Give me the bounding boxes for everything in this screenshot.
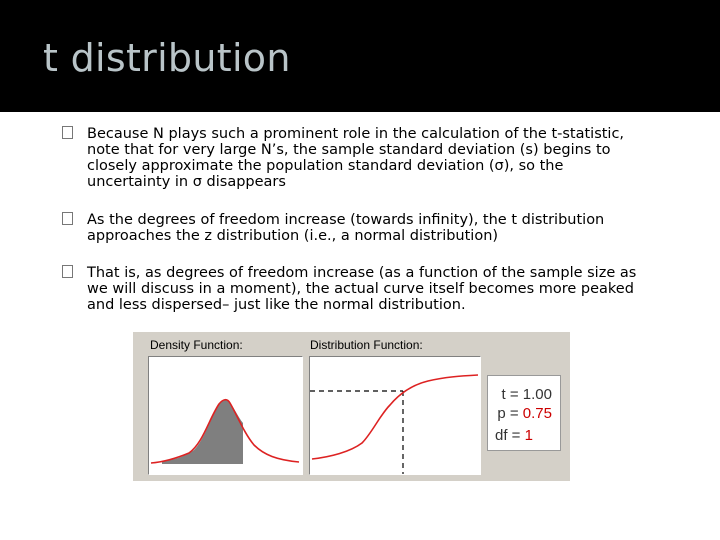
t-readout [502,386,552,403]
t-label: t = [501,386,523,403]
bullet-text: As the degrees of freedom increase (towards infinity), the t distribution approaches the z distribution (i.e., a normal distribution) [87,212,605,244]
p-readout [497,405,552,422]
square-bullet-icon [62,212,73,225]
t-value: 1.00 [522,386,552,403]
density-chart [149,357,302,474]
distribution-chart [310,357,480,474]
distribution-function-label: Distribution Function: [310,338,423,352]
p-label: p = [497,405,523,422]
density-function-label: Density Function: [150,338,243,352]
distribution-plot[interactable] [309,356,481,475]
df-value[interactable]: 1 [524,427,533,444]
bullet-text: That is, as degrees of freedom increase (as a function of the sample size as we will discuss in a moment), the actual curve itself becomes more peaked and less dispersed– just like the normal distribution. [87,265,637,313]
t-distribution-applet [133,332,570,481]
square-bullet-icon [62,126,73,139]
slide-title: t distribution [43,36,291,80]
p-value: 0.75 [522,405,552,422]
bullet-text: Because N plays such a prominent role in the calculation of the t-statistic, note that for very large N’s, the sample standard deviation (s) begins to closely approximate the population standard deviation (σ), so the uncertainty in σ disappears [87,126,625,190]
square-bullet-icon [62,265,73,278]
title-bar [0,0,720,112]
parameter-readout [487,375,561,451]
distribution-curve [312,375,478,459]
df-label: df = [495,427,525,444]
density-plot[interactable] [148,356,303,475]
density-shaded-area [162,400,243,464]
df-readout [495,427,533,444]
